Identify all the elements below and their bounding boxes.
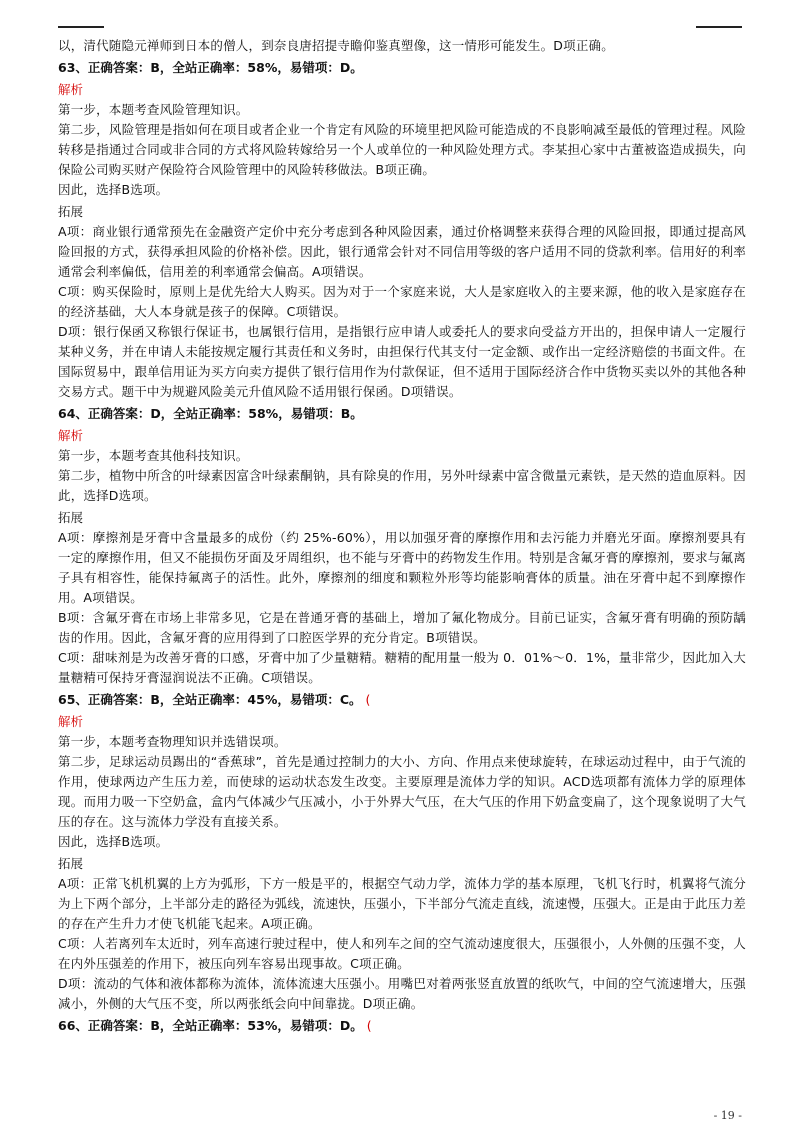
q65-step1: 第一步，本题考查物理知识并选错误项。	[58, 734, 287, 749]
q63-analysis-label: 解析	[58, 82, 84, 97]
q64-analysis-label: 解析	[58, 428, 84, 443]
q64-answer-text: 64、正确答案：D，全站正确率：58%，易错项：B。	[58, 406, 363, 421]
q65-ext-a: A项：正常飞机机翼的上方为弧形，下方一般是平的，根据空气动力学，流体力学的基本原理，飞机飞行时，机翼将气流分为上下两个部分，上半部分走的路径为弧线，流速快，压强小，下半部分气流走直线，流速慢，压强大。正是由于此压力差的存在产生升力才使飞机能飞起来。A项正确。	[58, 876, 746, 931]
q64-ext-c: C项：甜味剂是为改善牙膏的口感，牙膏中加了少量糖精。糖精的配用量一般为 0．01%～0．1%，量非常少，因此加入大量糖精可保持牙膏湿润说法不正确。C项错误。	[58, 650, 746, 685]
q64-step1: 第一步，本题考查其他科技知识。	[58, 448, 249, 463]
q63-ext-label: 拓展	[58, 204, 84, 219]
q65-answer-text: 65、正确答案：B，全站正确率：45%，易错项：C。	[58, 692, 362, 707]
q63-conclusion: 因此，选择B选项。	[58, 182, 169, 197]
q63-answer-line	[58, 58, 746, 78]
page-content	[58, 36, 746, 1036]
q63-ext-a: A项：商业银行通常预先在金融资产定价中充分考虑到各种风险因素，通过价格调整来获得合理的风险回报，即通过提高风险回报的方式，获得承担风险的价格补偿。因此，银行通常会针对不同信用等级的客户适用不同的贷款利率。信用好的利率通常会利率偏低，信用差的利率通常会偏高。A项错误。	[58, 224, 746, 279]
q63-ext-d: D项：银行保函又称银行保证书，也属银行信用，是指银行应申请人或委托人的要求向受益方开出的，担保申请人一定履行某种义务，并在申请人未能按规定履行其责任和义务时，由担保行代其支付一定金额、或作出一定经济赔偿的书面文件。在国际贸易中，跟单信用证为买方向卖方提供了银行信用作为付款保证，但不适用于国际经济合作中货物买卖以外的其他各种交易方式。题干中为规避风险美元升值风险不适用银行保函。D项错误。	[58, 324, 746, 399]
q65-ext-label: 拓展	[58, 856, 84, 871]
page-number: - 19 -	[713, 1109, 742, 1122]
q64-step2: 第二步，植物中所含的叶绿素因富含叶绿素酮钠，具有除臭的作用，另外叶绿素中富含微量元素铁，是天然的造血原料。因此，选择D选项。	[58, 468, 746, 503]
q64-answer-line	[58, 404, 746, 424]
q64-ext-a: A项：摩擦剂是牙膏中含量最多的成份（约 25%-60%），用以加强牙膏的摩擦作用和去污能力并磨光牙面。摩擦剂要具有一定的摩擦作用，但又不能损伤牙面及牙周组织，也不能与牙膏中的药物发生作用。特别是含氟牙膏的摩擦剂，要求与氟离子具有相容性，能保持氟离子的活性。此外，摩擦剂的细度和颗粒外形等均能影响膏体的质量。油在牙膏中起不到摩擦作用。A项错误。	[58, 530, 746, 605]
intro-line: 以，清代随隐元禅师到日本的僧人，到奈良唐招提寺瞻仰鉴真塑像，这一情形可能发生。D项正确。	[58, 38, 614, 53]
q65-ext-d: D项：流动的气体和液体都称为流体，流体流速大压强小。用嘴巴对着两张竖直放置的纸吹气，中间的空气流速增大，压强减小，外侧的大气压不变，所以两张纸会向中间靠拢。D项正确。	[58, 976, 746, 1011]
q65-step2: 第二步，足球运动员踢出的“香蕉球”，首先是通过控制力的大小、方向、作用点来使球旋转，在球运动过程中，由于气流的作用，使球两边产生压力差，而使球的运动状态发生改变。主要原理是流体力学的知识。ACD选项都有流体力学的原理体现。而用力吸一下空奶盒，盒内气体减少气压减小，小于外界大气压，在大气压的作用下奶盒变扁了，这个现象说明了大气压的存在。这与流体力学没有直接关系。	[58, 754, 746, 829]
q64-ext-b: B项：含氟牙膏在市场上非常多见，它是在普通牙膏的基础上，增加了氟化物成分。目前已证实，含氟牙膏有明确的预防龋齿的作用。因此，含氟牙膏的应用得到了口腔医学界的充分肯定。B项错误。	[58, 610, 746, 645]
q65-ext-c: C项：人若离列车太近时，列车高速行驶过程中，使人和列车之间的空气流动速度很大，压强很小，人外侧的压强不变，人在内外压强差的作用下，被压向列车容易出现事故。C项正确。	[58, 936, 746, 971]
q64-ext-label: 拓展	[58, 510, 84, 525]
header-rule-right	[696, 26, 742, 28]
q63-ext-c: C项：购买保险时，原则上是优先给大人购买。因为对于一个家庭来说，大人是家庭收入的主要来源，他的收入是家庭存在的经济基础，大人本身就是孩子的保障。C项错误。	[58, 284, 746, 319]
q65-analysis-label: 解析	[58, 714, 84, 729]
q63-step1: 第一步，本题考查风险管理知识。	[58, 102, 249, 117]
q65-mark: (	[365, 692, 371, 707]
q63-step2: 第二步，风险管理是指如何在项目或者企业一个肯定有风险的环境里把风险可能造成的不良影响减至最低的管理过程。风险转移是指通过合同或非合同的方式将风险转嫁给另一个人或单位的一种风险处理方式。李某担心家中古董被盗造成损失，向保险公司购买财产保险符合风险管理中的风险转移做法。B项正确。	[58, 122, 746, 177]
q65-conclusion: 因此，选择B选项。	[58, 834, 169, 849]
q66-mark: (	[366, 1018, 372, 1033]
q66-answer-text: 66、正确答案：B，全站正确率：53%，易错项：D。	[58, 1018, 363, 1033]
header-rule-left	[58, 26, 104, 28]
q66-answer-line	[58, 1016, 746, 1036]
q65-answer-line	[58, 690, 746, 710]
q63-answer-text: 63、正确答案：B，全站正确率：58%，易错项：D。	[58, 60, 363, 75]
